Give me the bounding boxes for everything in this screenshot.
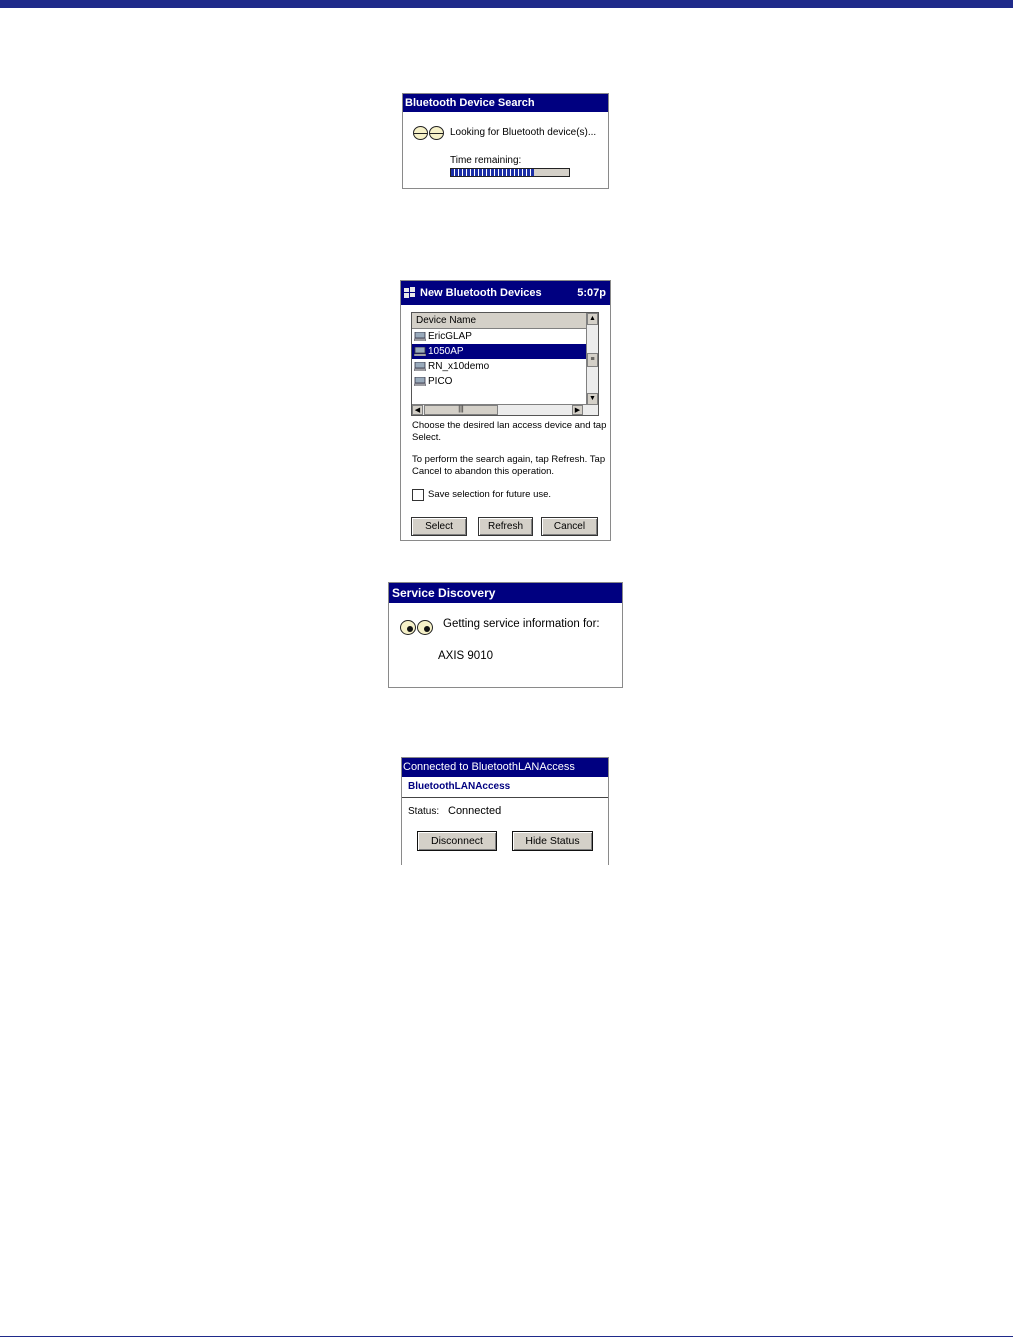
horizontal-scrollbar[interactable]	[412, 404, 598, 415]
save-selection-label[interactable]: Save selection for future use.	[428, 489, 552, 500]
search-dialog-title: Bluetooth Device Search	[403, 94, 608, 112]
scroll-thumb[interactable]: ≡	[587, 353, 598, 367]
list-item[interactable]	[412, 374, 586, 389]
scroll-up-arrow-icon[interactable]: ▲	[587, 313, 598, 325]
devices-dialog-title: New Bluetooth Devices	[420, 287, 542, 299]
device-name: RN_x10demo	[428, 361, 490, 372]
vertical-scrollbar[interactable]	[586, 313, 598, 405]
search-message: Looking for Bluetooth device(s)...	[450, 127, 597, 138]
page-bottom-rule	[0, 1336, 1013, 1337]
devices-title-bar	[401, 281, 610, 305]
device-icon	[414, 347, 426, 356]
eyes-icon	[413, 126, 444, 140]
start-menu-icon[interactable]	[403, 286, 416, 299]
refresh-instructions: To perform the search again, tap Refresh. Tap Cancel to abandon this operation.	[412, 454, 606, 477]
service-dialog-title: Service Discovery	[389, 583, 622, 603]
progress-fill	[451, 169, 534, 176]
device-icon	[414, 362, 426, 371]
save-selection-checkbox[interactable]	[412, 489, 424, 501]
clock[interactable]: 5:07p	[577, 287, 606, 299]
bluetooth-search-dialog	[402, 93, 609, 189]
list-item[interactable]	[412, 329, 586, 344]
scroll-left-arrow-icon[interactable]: ◀	[412, 405, 423, 415]
list-item[interactable]	[412, 344, 586, 359]
refresh-button[interactable]: Refresh	[478, 517, 533, 536]
eyes-icon	[400, 620, 433, 635]
cancel-button[interactable]: Cancel	[541, 517, 598, 536]
device-name: 1050AP	[428, 346, 464, 357]
device-icon	[414, 332, 426, 341]
device-list[interactable]	[411, 312, 599, 416]
disconnect-button[interactable]: Disconnect	[417, 831, 497, 851]
select-button[interactable]: Select	[411, 517, 467, 536]
service-message: Getting service information for:	[443, 618, 600, 630]
service-discovery-dialog	[388, 582, 623, 688]
select-instructions: Choose the desired lan access device and tap Select.	[412, 420, 607, 443]
device-name: PICO	[428, 376, 453, 387]
time-remaining-label: Time remaining:	[450, 155, 522, 166]
service-device-name: AXIS 9010	[438, 650, 493, 662]
status-label: Status:	[408, 806, 440, 817]
hide-status-button[interactable]: Hide Status	[512, 831, 593, 851]
connection-name: BluetoothLANAccess	[408, 781, 511, 792]
list-item[interactable]	[412, 359, 586, 374]
device-icon	[414, 377, 426, 386]
page-top-rule	[0, 0, 1013, 8]
connected-dialog	[401, 757, 609, 865]
device-name: EricGLAP	[428, 331, 472, 342]
device-rows	[412, 329, 586, 389]
horizontal-scroll-thumb[interactable]: |||	[424, 405, 498, 415]
device-name-column-header[interactable]: Device Name	[412, 313, 586, 329]
divider	[402, 797, 609, 798]
status-value: Connected	[448, 805, 502, 817]
scroll-down-arrow-icon[interactable]: ▼	[587, 393, 598, 405]
connected-dialog-title: Connected to BluetoothLANAccess	[402, 758, 608, 777]
search-progress-bar	[450, 168, 570, 177]
new-devices-dialog	[400, 280, 611, 541]
scroll-right-arrow-icon[interactable]: ▶	[572, 405, 583, 415]
